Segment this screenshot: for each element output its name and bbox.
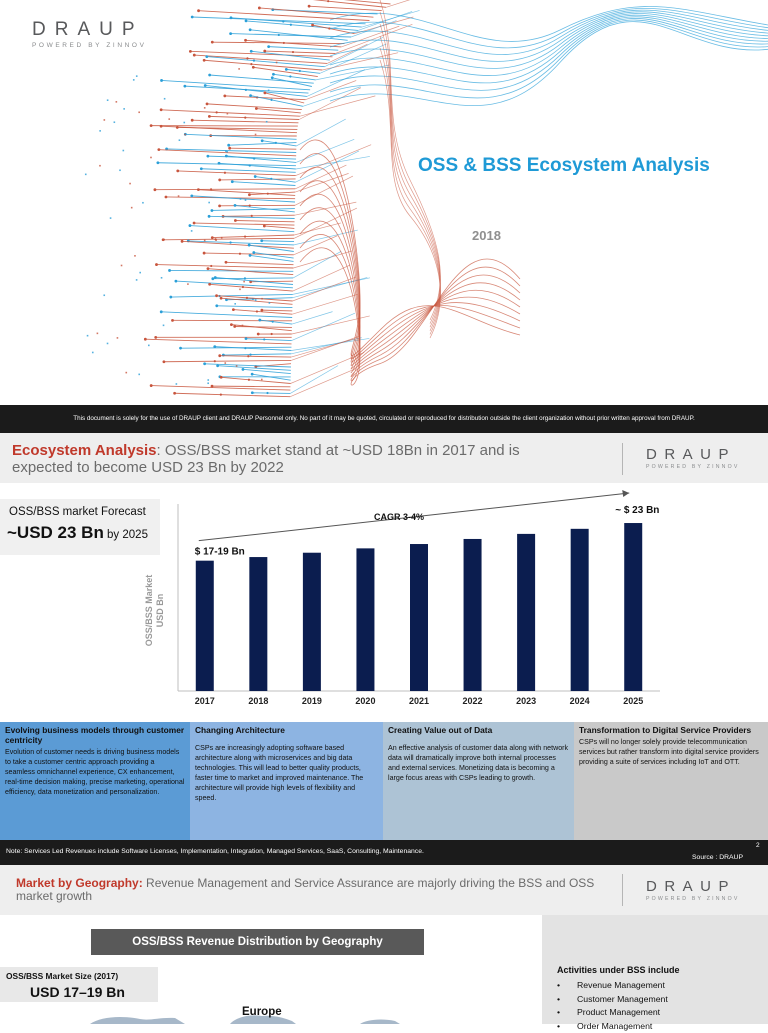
draup-logo bbox=[646, 878, 740, 902]
bss-activities-panel bbox=[542, 915, 768, 1024]
source-label: Source : DRAUP bbox=[692, 854, 743, 861]
x-tick-label: 2023 bbox=[516, 696, 536, 706]
market-size-label: OSS/BSS Market Size (2017) bbox=[6, 971, 118, 981]
geography-slide bbox=[0, 865, 768, 1024]
data-visualization-artwork bbox=[0, 0, 768, 405]
bar-2024 bbox=[571, 529, 589, 691]
x-tick-label: 2017 bbox=[195, 696, 215, 706]
heading-text: : OSS/BSS market stand at ~USD 18Bn in 2017 and is expected to become USD 23 Bn by 2022 bbox=[12, 442, 520, 476]
bar-2025 bbox=[624, 523, 642, 691]
list-item: • Order Management bbox=[557, 1020, 668, 1033]
header-divider bbox=[622, 443, 623, 475]
bar-2021 bbox=[410, 544, 428, 691]
bar-2018 bbox=[249, 557, 267, 691]
bar-2022 bbox=[464, 539, 482, 691]
title-slide bbox=[0, 0, 768, 405]
x-tick-label: 2018 bbox=[248, 696, 268, 706]
forecast-callout bbox=[0, 499, 160, 555]
logo-tagline: POWERED BY ZINNOV bbox=[646, 464, 740, 470]
arrow-head-icon bbox=[622, 490, 629, 497]
bss-activities-title: Activities under BSS include bbox=[557, 965, 680, 975]
driver-card-architecture bbox=[190, 722, 383, 840]
x-tick-label: 2019 bbox=[302, 696, 322, 706]
market-forecast-bar-chart bbox=[140, 500, 670, 720]
slide-title: OSS & BSS Ecosystem Analysis bbox=[418, 152, 718, 179]
x-tick-label: 2025 bbox=[623, 696, 643, 706]
footnote: Note: Services Led Revenues include Software Licenses, Implementation, Integration, Managed Services, SaaS, Consulting, Maintenance. bbox=[6, 848, 424, 855]
slide-header bbox=[0, 433, 768, 483]
x-tick-label: 2021 bbox=[409, 696, 429, 706]
driver-card-data-value bbox=[383, 722, 574, 840]
card-title: Changing Architecture bbox=[195, 725, 378, 735]
x-tick-label: 2022 bbox=[463, 696, 483, 706]
logo-tagline: POWERED BY ZINNOV bbox=[32, 42, 147, 49]
first-value-label: $ 17-19 Bn bbox=[195, 547, 245, 558]
bss-activities-list bbox=[557, 979, 668, 1033]
slide-header bbox=[0, 865, 768, 915]
bullet-icon: • bbox=[557, 993, 577, 1007]
heading-highlight: Ecosystem Analysis bbox=[12, 442, 157, 459]
bar-2023 bbox=[517, 534, 535, 691]
logo-tagline: POWERED BY ZINNOV bbox=[646, 896, 740, 902]
slide-year: 2018 bbox=[472, 228, 501, 243]
card-title: Transformation to Digital Service Providers bbox=[579, 725, 763, 735]
draup-logo bbox=[32, 19, 147, 49]
card-body: An effective analysis of customer data along with network data will dramatically improve both internal processes and external services. Monetizing data is becoming a large focus areas with CSPs leading to growth. bbox=[388, 743, 569, 783]
logo-wordmark: DRAUP bbox=[32, 19, 147, 41]
logo-wordmark: DRAUP bbox=[646, 446, 740, 463]
cagr-label: CAGR 3-4% bbox=[374, 512, 424, 522]
draup-logo bbox=[646, 446, 740, 470]
card-body: CSPs are increasingly adopting software based architecture along with microservices and big data technologies. This will lead to better quality products, faster time to market and improved maintenance. The architecture will provide high levels of flexibility and speed. bbox=[195, 743, 378, 803]
card-body: CSPs will no longer solely provide telecommunication services but rather transform into digital service providers providing a suite of services including IoT and OTT. bbox=[579, 737, 763, 767]
slide-heading bbox=[12, 442, 582, 476]
region-label-europe: Europe bbox=[242, 1006, 282, 1018]
x-tick-label: 2024 bbox=[570, 696, 590, 706]
card-title: Evolving business models through customer centricity bbox=[5, 725, 185, 745]
market-size-callout bbox=[0, 967, 158, 1002]
page-number: 2 bbox=[756, 842, 760, 849]
list-item: • Product Management bbox=[557, 1006, 668, 1020]
heading-highlight: Market by Geography: bbox=[16, 876, 143, 890]
slide-heading bbox=[16, 877, 596, 903]
slide-footer bbox=[0, 840, 768, 865]
forecast-value bbox=[7, 523, 148, 543]
x-tick-label: 2020 bbox=[355, 696, 375, 706]
ecosystem-analysis-slide bbox=[0, 433, 768, 865]
list-item: • Revenue Management bbox=[557, 979, 668, 993]
bar-2019 bbox=[303, 553, 321, 691]
bar-2020 bbox=[356, 548, 374, 691]
bullet-icon: • bbox=[557, 979, 577, 993]
forecast-year: by 2025 bbox=[104, 529, 148, 541]
heading-text: Revenue Management and Service Assurance are majorly driving the BSS and OSS market growth bbox=[16, 876, 594, 903]
forecast-title: OSS/BSS market Forecast bbox=[9, 506, 146, 518]
logo-wordmark: DRAUP bbox=[646, 878, 740, 895]
wave-lines-artwork bbox=[300, 0, 768, 385]
header-divider bbox=[622, 874, 623, 906]
forecast-amount: ~USD 23 Bn bbox=[7, 523, 104, 542]
bar-2017 bbox=[196, 561, 214, 691]
confidentiality-banner: This document is solely for the use of DRAUP client and DRAUP Personnel only. No part of it may be quoted, circulated or reproduced for distribution outside the client organization without prior written approval from DRAUP. bbox=[0, 405, 768, 433]
card-title: Creating Value out of Data bbox=[388, 725, 569, 735]
card-body: Evolution of customer needs is driving business models to take a customer centric approach providing a seamless omnichannel experience, CX enhancement, real-time decision making, precise marketing, operational efficiency, data monetization and personalization. bbox=[5, 747, 185, 797]
y-axis-label: OSS/BSS MarketUSD Bn bbox=[144, 575, 165, 647]
market-size-value: USD 17–19 Bn bbox=[30, 984, 125, 1000]
bullet-icon: • bbox=[557, 1006, 577, 1020]
driver-card-customer-centricity bbox=[0, 722, 190, 840]
bullet-icon: • bbox=[557, 1020, 577, 1033]
list-item: • Customer Management bbox=[557, 993, 668, 1007]
geography-chart-title: OSS/BSS Revenue Distribution by Geography bbox=[91, 929, 424, 955]
driver-card-digital-transformation bbox=[574, 722, 768, 840]
last-value-label: ~ $ 23 Bn bbox=[615, 505, 659, 516]
